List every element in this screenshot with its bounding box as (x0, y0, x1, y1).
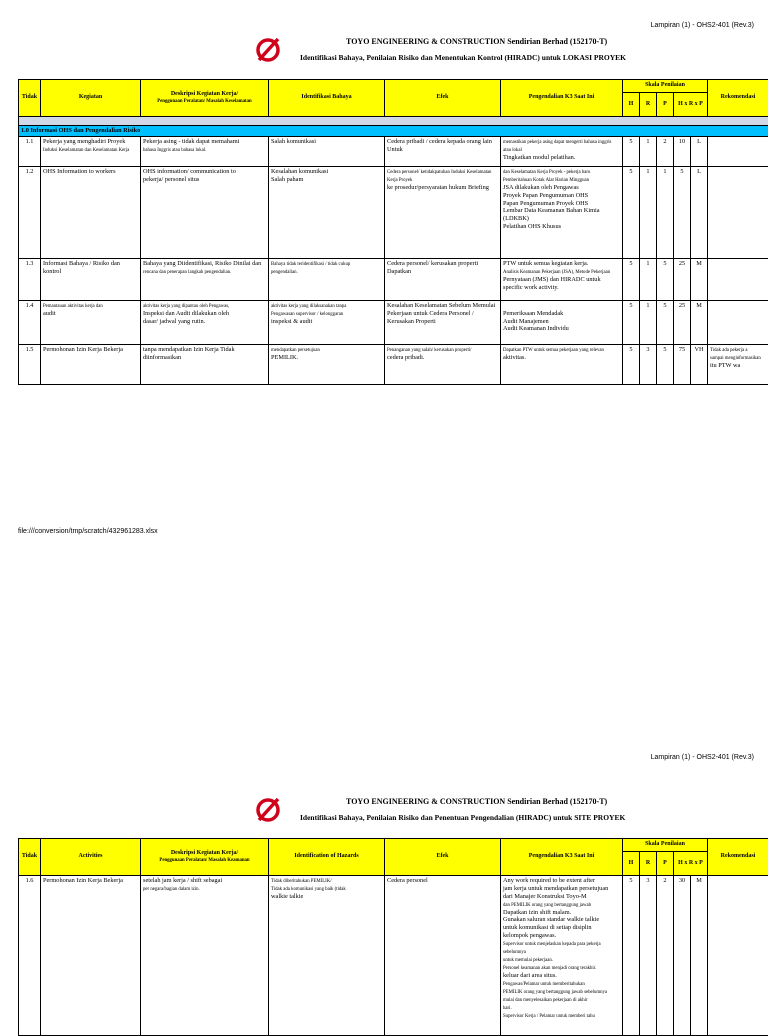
risk-level: M (691, 876, 708, 1036)
control-text: jam kerja untuk mendapatkan persetujuan (503, 885, 608, 892)
control-text: hari. (503, 1006, 512, 1011)
control-text: untuk komunikasi di setiap disiplin (503, 924, 592, 931)
col-control: Pengendalian K3 Saat Ini (501, 839, 623, 876)
row-hazard (269, 166, 385, 258)
description-text: setelah jam kerja / shift sebagai (143, 877, 222, 884)
col-description-label: Deskripsi Kegiatan Kerja/ (171, 91, 238, 97)
score-hrp: 10 (674, 136, 691, 166)
hazard-text: aktivitas kerja yang dilaksanakan tanpa (271, 304, 346, 309)
control-text: Dapatkan PTW untuk semua pekerjaan yang relevan (503, 348, 604, 353)
hiradc-table (18, 79, 768, 385)
row-recommendation (708, 258, 768, 300)
col-scale: Skala Penilaian (623, 839, 708, 852)
control-text: PEMILIK orang yang bertanggung jawab sebelumnya (503, 990, 607, 995)
hazard-text: PEMILIK. (271, 354, 298, 361)
recommendation-text: Tidak ada pekerja a (710, 348, 748, 353)
row-number: 1.5 (19, 344, 41, 384)
row-description (141, 300, 269, 344)
hazard-text: Bahaya tidak teridentifikasi / tidak cukup (271, 262, 350, 267)
control-text: Supervisor untuk menjelaskan kepada para pekerja sebelumnya (503, 942, 601, 955)
col-hazard: Identification of Hazards (269, 839, 385, 876)
score-h: 5 (623, 136, 640, 166)
control-text: Tingkatkan modul pelatihan. (503, 154, 575, 161)
score-r: 1 (640, 136, 657, 166)
control-text: memastikan pekerja asing dapat mengerti bahasa inggris atau lokal (503, 140, 611, 153)
col-activity: Activities (41, 839, 141, 876)
row-effect (385, 344, 501, 384)
col-p: P (657, 93, 674, 117)
score-hrp: 30 (674, 876, 691, 1036)
file-url: file:///conversion/tmp/scratch/432961283.xlsx (18, 528, 158, 535)
table-row (19, 344, 768, 384)
control-text: Papan Pengumuman Proyek OHS (503, 200, 588, 207)
control-text: JSA dilakukan oleh Pengawas (503, 184, 579, 191)
col-scale: Skala Penilaian (623, 80, 708, 93)
description-subtext: rencana dan penerapan langkah pengendalian. (143, 270, 231, 275)
activity-text: Pekerja yang menghadiri Proyek (43, 138, 125, 145)
control-text: dari Manajer Konstruksi Toyo-M (503, 893, 587, 900)
hazard-text: Pengawasan supervisor / kelonggaran (271, 312, 343, 317)
hazard-text: pengendalian. (271, 270, 298, 275)
row-description (141, 166, 269, 258)
company-logo-icon (254, 36, 282, 64)
table-row (19, 136, 768, 166)
hazard-text: walkie talkie (271, 893, 303, 900)
description-text: dasar/ jadwal yang rutin. (143, 318, 205, 325)
score-r: 1 (640, 166, 657, 258)
risk-level: VH (691, 344, 708, 384)
col-activity: Kegiatan (41, 80, 141, 117)
score-hrp: 25 (674, 258, 691, 300)
control-text: untuk memulai pekerjaan. (503, 958, 553, 963)
row-number: 1.1 (19, 136, 41, 166)
score-h: 5 (623, 300, 640, 344)
row-activity: Permohonan Izin Kerja Bekerja (41, 876, 141, 1036)
row-activity (41, 136, 141, 166)
company-title: TOYO ENGINEERING & CONSTRUCTION Sendirian Berhad (152170-T) (346, 797, 607, 806)
row-number: 1.3 (19, 258, 41, 300)
col-effect: Efek (385, 839, 501, 876)
risk-level: M (691, 258, 708, 300)
col-effect: Efek (385, 80, 501, 117)
row-description (141, 876, 269, 1036)
control-text: keluar dari area situs. (503, 972, 557, 979)
hiradc-table (18, 838, 768, 1036)
col-hazard: Identifikasi Bahaya (269, 80, 385, 117)
row-recommendation (708, 300, 768, 344)
lampiran-label: Lampiran (1) - OHS2-401 (Rev.3) (651, 22, 754, 29)
row-control (501, 166, 623, 258)
col-r: R (640, 852, 657, 876)
row-effect: Cedera personel/ kerusakan properti Dapatkan (385, 258, 501, 300)
row-activity: OHS Information to workers (41, 166, 141, 258)
score-h: 5 (623, 344, 640, 384)
control-text: Audit Manajemen (503, 318, 549, 325)
table-row (19, 876, 768, 1036)
activity-subtext: Induksi Keselamatan dan Keselamatan Kerja (43, 148, 129, 153)
col-no: Tidak (19, 839, 41, 876)
description-subtext: per negara/bagian dalam izin. (143, 887, 200, 892)
row-hazard (269, 344, 385, 384)
effect-text: Penanganan yang salah/ kerusakan properti/ (387, 348, 471, 353)
document-title: Identifikasi Bahaya, Penilaian Risiko dan Penentuan Pengendalian (HIRADC) untuk SITE PROYEK (300, 813, 625, 822)
effect-text: cedera pribadi. (387, 354, 424, 361)
col-description (141, 80, 269, 117)
row-recommendation (708, 166, 768, 258)
col-r: R (640, 93, 657, 117)
row-effect (385, 166, 501, 258)
row-control (501, 344, 623, 384)
control-text: Proyek Papan Pengumuman OHS (503, 192, 588, 199)
control-text: Pelatihan OHS Khusus (503, 223, 561, 230)
hazard-text: inspeksi & audit (271, 318, 312, 325)
row-activity (41, 300, 141, 344)
col-control: Pengendalian K3 Saat Ini (501, 80, 623, 117)
row-effect: Cedera personel (385, 876, 501, 1036)
score-hrp: 25 (674, 300, 691, 344)
row-hazard: Salah komunikasi (269, 136, 385, 166)
control-text: Supervisor Kerja / Pelamar untuk memberi tahu (503, 1014, 595, 1019)
col-description (141, 839, 269, 876)
section-title: 1.0 Informasi OHS dan Pengendalian Risiko (19, 126, 768, 137)
control-text: Pernyataan (JMS) dan HIRADC untuk (503, 276, 601, 283)
hazard-text: Tidak ada komunikasi yang baik (tidak (271, 887, 346, 892)
row-description (141, 136, 269, 166)
score-h: 5 (623, 258, 640, 300)
activity-text: Informasi Bahaya / Risiko dan (43, 260, 120, 267)
recommendation-text: itu PTW wa (710, 362, 740, 369)
col-p: P (657, 852, 674, 876)
row-description: tanpa mendapatkan Izin Kerja Tidak diinformasikan (141, 344, 269, 384)
control-text: aktivitas. (503, 354, 526, 361)
effect-text: Cedera personel/ ketidakpatuhan Induksi Keselamatan Kerja Proyek (387, 170, 491, 183)
control-text: dan Keselamatan Kerja Proyek - pekerja baru (503, 170, 590, 175)
risk-level: L (691, 136, 708, 166)
row-recommendation (708, 344, 768, 384)
score-hrp: 75 (674, 344, 691, 384)
hazard-text: Tidak diberitahukan PEMILIK/ (271, 879, 332, 884)
description-text: Bahaya yang Diidentifikasi, Risiko Dinilai dan (143, 260, 261, 267)
control-text: Any work required to be extent after (503, 877, 595, 884)
risk-level: L (691, 166, 708, 258)
effect-text: ke prosedur/persyaratan hukum Briefing (387, 184, 489, 191)
hazard-text: Salah paham (271, 176, 303, 183)
company-title: TOYO ENGINEERING & CONSTRUCTION Sendirian Berhad (152170-T) (346, 37, 607, 46)
col-no: Tidak (19, 80, 41, 117)
score-h: 5 (623, 166, 640, 258)
control-text: dan PEMILIK orang yang bertanggung jawab (503, 903, 591, 908)
col-description-sub: Penggunaan Peralatan/ Masalah Keamanan (159, 858, 249, 863)
description-text: Inspeksi dan Audit dilakukan oleh (143, 310, 229, 317)
table-row (19, 166, 768, 258)
score-h: 5 (623, 876, 640, 1036)
description-text: OHS information/ communication to (143, 168, 236, 175)
control-text: Dapatkan izin shift malam. (503, 909, 571, 916)
row-activity (41, 258, 141, 300)
score-p: 5 (657, 300, 674, 344)
score-p: 2 (657, 876, 674, 1036)
row-description (141, 258, 269, 300)
risk-level: M (691, 300, 708, 344)
lampiran-label: Lampiran (1) - OHS2-401 (Rev.3) (651, 754, 754, 761)
company-logo-icon (254, 796, 282, 824)
row-control (501, 300, 623, 344)
document-title: Identifikasi Bahaya, Penilaian Risiko dan Menentukan Kontrol (HIRADC) untuk LOKASI PROYEK (300, 53, 626, 62)
control-text: Gunakan saluran standar walkie talkie (503, 916, 599, 923)
row-number: 1.2 (19, 166, 41, 258)
col-description-label: Deskripsi Kegiatan Kerja/ (171, 850, 238, 856)
score-p: 1 (657, 166, 674, 258)
activity-text: Pemantauan aktivitas kerja dan (43, 304, 103, 309)
col-h: H (623, 852, 640, 876)
score-hrp: 5 (674, 166, 691, 258)
row-recommendation (708, 136, 768, 166)
control-text: Audit Keamanan Individu (503, 325, 569, 332)
activity-text: audit (43, 310, 56, 317)
control-text: Analisis Keamanan Pekerjaan (JSA), Metode Pekerjaan (503, 270, 610, 275)
score-p: 2 (657, 136, 674, 166)
row-recommendation (708, 876, 768, 1036)
control-text: Pemberitahuan Kotak Alat Harian Mingguan (503, 178, 589, 183)
table-row (19, 300, 768, 344)
row-effect: Kesalahan Keselamatan Sebelum Memulai Pekerjaan untuk Cedera Personel / Kerusakan Properti (385, 300, 501, 344)
section-row (19, 126, 768, 137)
col-recommendation: Rekomendasi (708, 80, 768, 117)
col-hrp: H x R x P (674, 93, 708, 117)
description-text: aktivitas kerja yang dipantau oleh Pengawas, (143, 304, 229, 309)
recommendation-text: sampai menginformasikan (710, 356, 761, 361)
row-hazard (269, 300, 385, 344)
description-subtext: pekerja/ personel situs (143, 176, 199, 183)
hazard-text: Kesalahan komunikasi (271, 168, 328, 175)
control-text: Pengawas/Pelamar untuk memberitahukan (503, 982, 585, 987)
col-h: H (623, 93, 640, 117)
row-control (501, 876, 623, 1036)
row-control (501, 136, 623, 166)
score-p: 5 (657, 344, 674, 384)
row-number: 1.4 (19, 300, 41, 344)
description-text: Pekerja asing - tidak dapat memahami (143, 138, 239, 145)
description-subtext: bahasa Inggris atau bahasa lokal. (143, 148, 206, 153)
col-description-sub: Penggunaan Peralatan/ Masalah Keselamatan (157, 99, 251, 104)
score-r: 1 (640, 258, 657, 300)
control-text: mulai dan menyelesaikan pekerjaan di akhir (503, 998, 588, 1003)
control-text: specific work activity. (503, 284, 559, 291)
control-text: Lembar Data Keamanan Bahan Kimia (LDKBK) (503, 207, 600, 222)
score-r: 3 (640, 344, 657, 384)
col-recommendation: Rekomendasi (708, 839, 768, 876)
row-control (501, 258, 623, 300)
hazard-text: mendapatkan persetujuan (271, 348, 320, 353)
row-hazard (269, 258, 385, 300)
col-hrp: H x R x P (674, 852, 708, 876)
row-number: 1.6 (19, 876, 41, 1036)
spacer-row (19, 117, 768, 126)
score-p: 5 (657, 258, 674, 300)
row-hazard (269, 876, 385, 1036)
table-row (19, 258, 768, 300)
control-text: kelompok pengawas. (503, 932, 556, 939)
control-text: PTW untuk semua kegiatan kerja. (503, 260, 588, 267)
control-text: Personel keamanan akan menjadi orang terakhir. (503, 966, 596, 971)
activity-text: kontrol (43, 268, 61, 275)
score-r: 1 (640, 300, 657, 344)
row-effect: Cedera pribadi / cedera kepada orang lain Untuk (385, 136, 501, 166)
control-text: Pemeriksaan Mendadak (503, 310, 563, 317)
row-activity: Permohonan Izin Kerja Bekerja (41, 344, 141, 384)
score-r: 3 (640, 876, 657, 1036)
